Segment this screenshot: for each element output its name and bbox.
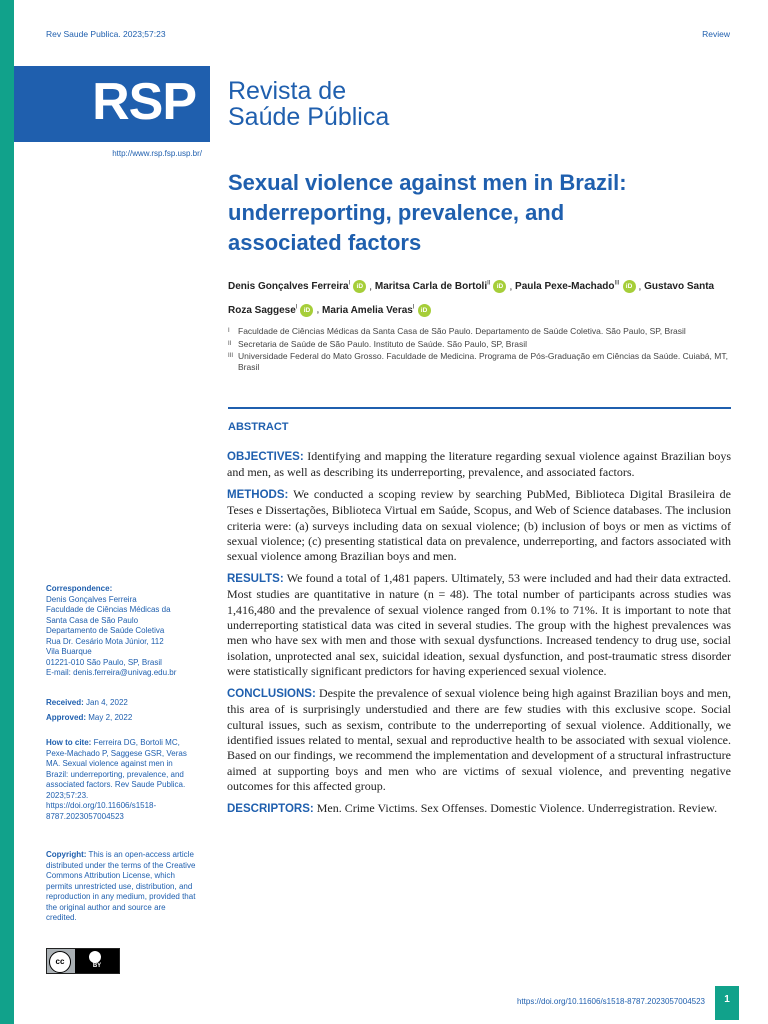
journal-url-link[interactable]: http://www.rsp.fsp.usp.br/ <box>112 149 202 158</box>
orcid-icon[interactable]: iD <box>353 280 366 293</box>
correspondence-line: Rua Dr. Cesário Mota Júnior, 112 <box>46 636 164 646</box>
abstract-objectives: OBJECTIVES: Identifying and mapping the literature regarding sexual violence against Brazilian boys and men, as well as describing its underreporting, prevalence, and associated factors. <box>227 449 732 480</box>
correspondence-line: Denis Gonçalves Ferreira <box>46 594 137 604</box>
orcid-icon[interactable]: iD <box>623 280 636 293</box>
abstract-heading: ABSTRACT <box>228 421 289 433</box>
correspondence-line: Santa Casa de São Paulo <box>46 615 139 625</box>
abstract-body <box>227 449 731 823</box>
abstract-results: RESULTS: We found a total of 1,481 papers. Ultimately, 53 were included and had their data extracted. Most studies are quantitative in nature (n = 48). The total number of participants across studies was 1,416,480 and the prevalence of sexual violence ranged from 0.1% to 71%. It is important to note that underreporting statistical data was cited in several studies. The group with the highest prevalences was men who have sex with men and those with sexual dysfunctions. Increased tendency to drug use, social isolation, unprotected anal sex, suicidal ideation, sexual dysfunction, and post-traumatic stress disorder were statistically significant predictors for having experienced sexual violence. <box>227 570 731 679</box>
author-list: Denis Gonçalves Ferreira$^I$ iD , Maritsa Carla de Bortoli$^{II}$ iD , Paula Pexe-Machado$^{III}$ iD , Gustavo Santa Roza Saggese$^I$ iD , Maria Amelia Veras$^I$ iD <box>228 281 715 316</box>
affiliation-number: I <box>228 328 230 334</box>
cc-by-license-badge[interactable] <box>46 948 120 974</box>
correspondence-line: Departamento de Saúde Coletiva <box>46 626 165 635</box>
how-to-cite: How to cite: Ferreira DG, Bortoli MC, Pexe-Machado P, Saggese GSR, Veras MA. Sexual violence against men in Brazil: underreporting, prevalence, and associated factors. Rev Saude Publica. 2023;57:23. https://doi.org/10.11606/s1518-8787.2023057004523 <box>46 738 187 821</box>
by-label: BY <box>92 963 102 969</box>
doi-link[interactable]: https://doi.org/10.11606/s1518-8787.2023057004523 <box>516 997 705 1006</box>
journal-name-line2: Saúde Pública <box>228 103 390 131</box>
logo-text: RSP <box>92 73 196 131</box>
copyright-notice: Copyright: This is an open-access article distributed under the terms of the Creative Commons Attribution License, which permits unrestricted use, distribution, and reproduction in any medium, provided that the original author and source are credited. <box>46 850 196 922</box>
affiliation-number: III <box>228 353 234 359</box>
affiliation-text: Faculdade de Ciências Médicas da Santa Casa de São Paulo. Departamento de Saúde Coletiva. São Paulo, SP, Brasil <box>238 326 686 336</box>
orcid-icon[interactable]: iD <box>418 304 431 317</box>
abstract-methods: METHODS: We conducted a scoping review by searching PubMed, Biblioteca Digital Brasileira de Teses e Dissertações, Biblioteca Virtual em Saúde, Scopus, and Web of Science databases. The inclusion criteria were: (a) surveys including data on sexual violence; (b) inclusion of boys or men as victims of sexual violence; (c) presenting statistical data on prevalence, underreporting, and factors associated with sexual violence among Brazilian boys and men. <box>227 486 731 564</box>
affiliations <box>228 326 733 374</box>
correspondence-block <box>46 584 196 679</box>
page-number-box <box>715 986 739 1020</box>
journal-citation-header: Rev Saude Publica. 2023;57:23 <box>46 29 166 39</box>
creative-commons-icon: cc <box>49 951 71 973</box>
article-type-label: Review <box>702 29 730 39</box>
affiliation-text: Secretaria de Saúde de São Paulo. Instituto de Saúde. São Paulo, SP, Brasil <box>238 338 528 349</box>
affiliation-item <box>228 326 733 337</box>
author-name: Maria Amelia Veras$^I$ <box>322 304 415 316</box>
author-name: Maritsa Carla de Bortoli$^{II}$ <box>374 281 491 293</box>
correspondence-line: Vila Buarque <box>46 647 92 656</box>
attribution-person-icon <box>89 951 101 963</box>
journal-name-line1: Revista de <box>228 77 347 105</box>
abstract-descriptors: DESCRIPTORS: Men. Crime Victims. Sex Offenses. Domestic Violence. Underregistration. Review. <box>227 800 718 815</box>
affiliation-item <box>228 339 733 350</box>
author-name: Paula Pexe-Machado$^{III}$ <box>515 281 620 293</box>
article-title: Sexual violence against men in Brazil: underreporting, prevalence, and associated factors <box>228 170 627 255</box>
page-number: 1 <box>724 994 730 1005</box>
section-divider <box>228 407 731 409</box>
approved-date: Approved: May 2, 2022 <box>46 713 133 722</box>
correspondence-line: 01221-010 São Paulo, SP, Brasil <box>46 657 162 667</box>
orcid-icon[interactable]: iD <box>300 304 313 317</box>
correspondence-label: Correspondence: <box>46 584 113 593</box>
abstract-conclusions: CONCLUSIONS: Despite the prevalence of sexual violence being high against Brazilian boys and men, this area of is surprisingly understudied and there are few studies with this exclusive scope. Social cultural issues, such as sexism, contribute to the underreporting of sexual violence. Additionally, we identified issues related to mental, sexual and reproductive health to be associated with sexual violence. Based on our findings, we recommend the implementation and development of a structural infrastructure aimed at supporting boys and men who are victims of sexual violence, and preventing negative outcomes for this affected group. <box>227 685 731 794</box>
received-date: Received: Jan 4, 2022 <box>46 698 128 707</box>
author-name: Denis Gonçalves Ferreira$^I$ <box>228 281 351 293</box>
journal-name <box>228 78 468 130</box>
affiliation-text: Universidade Federal do Mato Grosso. Faculdade de Medicina. Programa de Pós-Graduação em Ciências da Saúde. Cuiabá, MT, Brasil <box>238 351 728 372</box>
orcid-icon[interactable]: iD <box>493 280 506 293</box>
author-name: Gustavo Santa Roza Saggese$^I$ <box>228 281 715 316</box>
correspondence-email[interactable]: E-mail: denis.ferreira@univag.edu.br <box>46 668 177 677</box>
accent-strip <box>0 0 14 1024</box>
journal-logo <box>14 66 210 142</box>
affiliation-number: II <box>228 340 232 347</box>
affiliation-item <box>228 351 733 372</box>
correspondence-line: Faculdade de Ciências Médicas da <box>46 605 171 614</box>
